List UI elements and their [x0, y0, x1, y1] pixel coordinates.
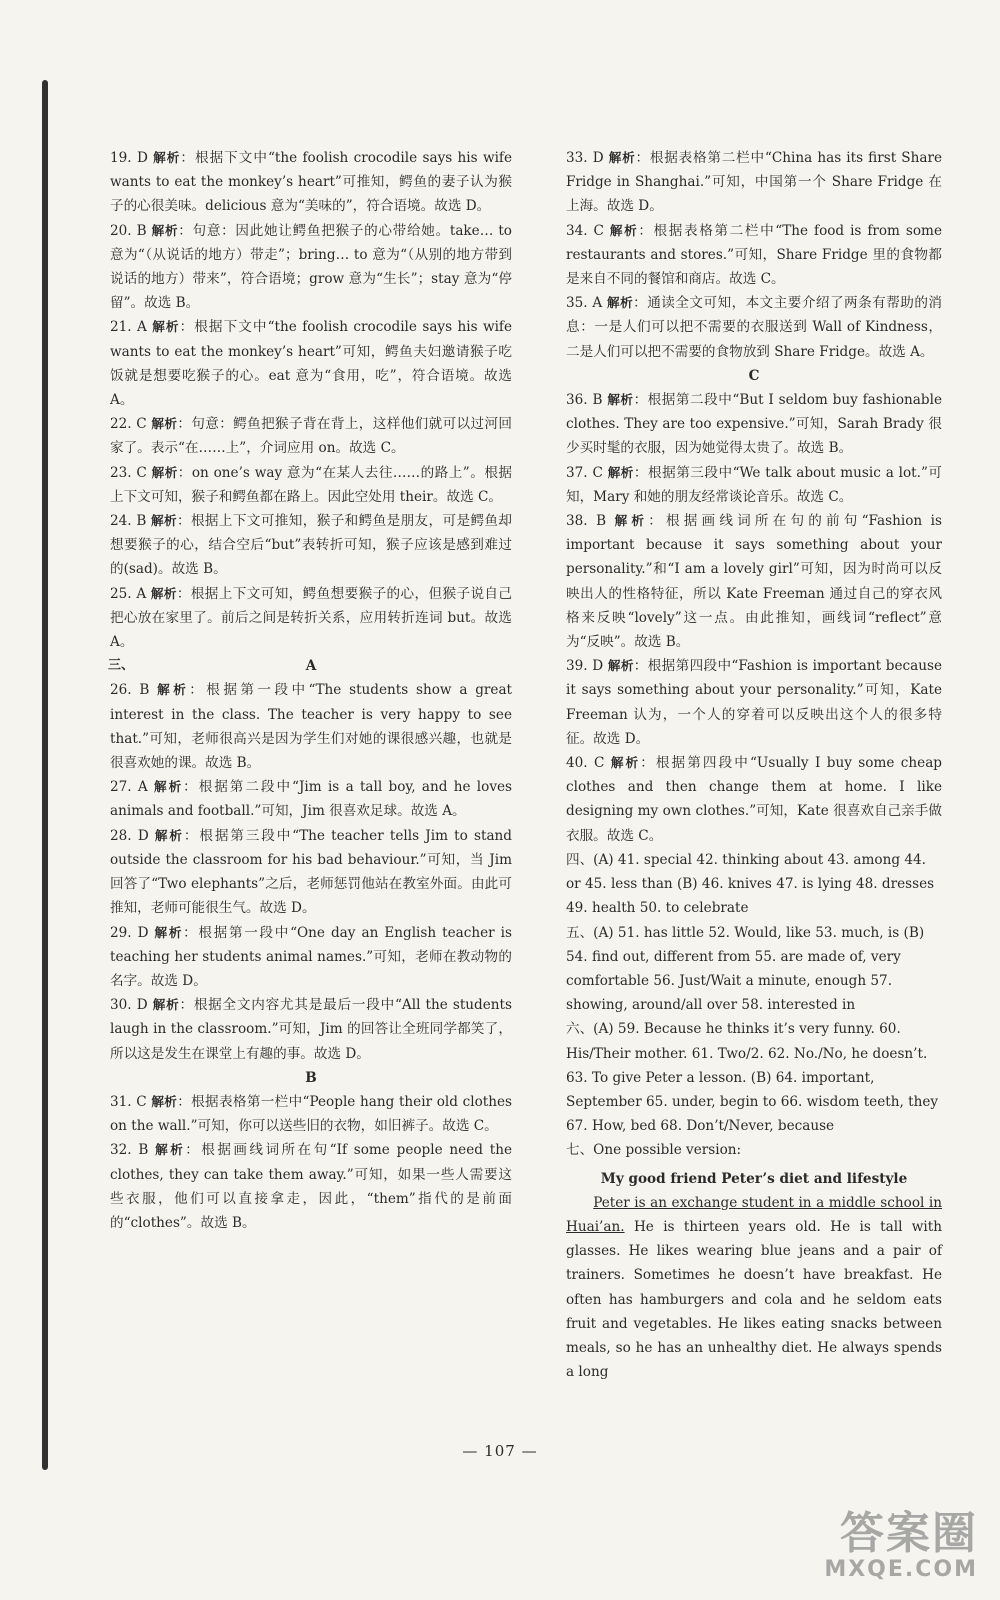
answer-item-32: 32. B 解析：根据画线词所在句“If some people need the clothes, they can take them away.”可知，如果一些人需要这些衣服，他们可以直接拿走，因此，“them”指代的是前面的“clothes”。故选 B。 [110, 1142, 512, 1231]
binding-edge [42, 80, 48, 1470]
essay-text: He is thirteen years old. He is tall with glasses. He likes wearing blue jeans and a pair of trainers. Sometimes he doesn’t have breakfast. He often has hamburgers and cola and he seldom eats fruit and vegetables. He likes eating snacks between meals, so he has an unhealthy diet. He always spends a long [566, 1218, 942, 1381]
section-3-number: 三、 [108, 658, 135, 674]
watermark-logo [824, 1508, 978, 1582]
answer-item-21: 21. A 解析：根据下文中“the foolish crocodile says his wife wants to eat the monkey’s heart”可知，鳄鱼夫妇邀请猴子吃饭就是想要吃猴子的心。eat 意为“食用，吃”，符合语境。故选 A。 [110, 319, 513, 409]
watermark-title: 答案圈 [840, 1508, 978, 1559]
essay-body [566, 1191, 942, 1385]
answer-item-40: 40. C 解析：根据第四段中“Usually I buy some cheap clothes and then change them at home. I like designing my own clothes.”可知，Kate 很喜欢自己亲手做衣服。故选 C。 [566, 755, 942, 844]
answer-item-25: 25. A 解析：根据上下文可知，鳄鱼想要猴子的心，但猴子说自己把心放在家里了。前后之间是转折关系，应用转折连词 but。故选 A。 [110, 585, 513, 651]
answer-item-34: 34. C 解析：根据表格第二栏中“The food is from some restaurants and stores.”可知，Share Fridge 里的食物都是来自不同的餐馆和商店。故选 C。 [566, 222, 942, 288]
answer-item-36: 36. B 解析：根据第二段中“But I seldom buy fashionable clothes. They are too expensive.”可知，Sarah Brady 很少买时髦的衣服，因为她觉得太贵了。故选 B。 [566, 392, 942, 457]
answer-item-20: 20. B 解析：句意：因此她让鳄鱼把猴子的心带给她。take… to 意为“（从说话的地方）带走”；bring… to 意为“（从别的地方带到说话的地方）带来”，符合语境；grow 意为“生长”；stay 意为“停留”。故选 B。 [110, 222, 512, 312]
answer-item-39: 39. D 解析：根据第四段中“Fashion is important because it says something about your personality.”可知，Kate Freeman 认为，一个人的穿着可以反映出这个人的很多特征。故选 D。 [566, 658, 943, 747]
section-3-part-b: B [305, 1069, 317, 1086]
section-3-header [110, 654, 512, 678]
essay-underlined-sentence: Peter is an exchange student in a middle school in Huai’an. [566, 1194, 942, 1235]
section-6-answers: 六、(A) 59. Because he thinks it’s very funny. 60. His/Their mother. 61. Two/2. 62. No./No, he doesn’t. 63. To give Peter a lesson. (B) 64. important, September 65. under, begin to 66. wisdom teeth, they 67. How, bed 68. Don’t/Never, because [566, 1021, 939, 1135]
right-column [566, 146, 942, 1384]
answer-item-30: 30. D 解析：根据全文内容尤其是最后一段中“All the students laugh in the classroom.”可知，Jim 的回答让全班同学都笑了，所以这是发生在课堂上有趣的事。故选 D。 [110, 997, 513, 1062]
answer-item-22: 22. C 解析：句意：鳄鱼把猴子背在背上，这样他们就可以过河回家了。表示“在……上”，介词应用 on。故选 C。 [110, 416, 513, 457]
answer-item-29: 29. D 解析：根据第一段中“One day an English teacher is teaching her students animal names.”可知，老师在教动物的名字。故选 D。 [110, 924, 513, 989]
answer-item-27: 27. A 解析：根据第二段中“Jim is a tall boy, and he loves animals and football.”可知，Jim 很喜欢足球。故选 A。 [110, 779, 513, 820]
answer-item-35: 35. A 解析：通读全文可知，本文主要介绍了两条有帮助的消息：一是人们可以把不需要的衣服送到 Wall of Kindness，二是人们可以把不需要的食物放到 Share Fridge。故选 A。 [566, 295, 943, 360]
essay-title: My good friend Peter’s diet and lifestyle [600, 1170, 908, 1187]
answer-item-38: 38. B 解析：根据画线词所在句的前句“Fashion is important because it says something about your personality.”和“I am a lovely girl”可知，因为时尚可以反映出人的性格特征，所以 Kate Freeman 通过自己的穿衣风格来反映“lovely”这一点。由此推知，画线词“reflect”意为“反映”。故选 B。 [566, 513, 942, 651]
answer-item-31: 31. C 解析：根据表格第一栏中“People hang their old clothes on the wall.”可知，你可以送些旧的衣物，如旧裤子。故选 C。 [110, 1093, 512, 1135]
answer-item-19: 19. D 解析：根据下文中“the foolish crocodile says his wife wants to eat the monkey’s heart”可推知，鳄鱼的妻子认为猴子的心很美味。delicious 意为“美味的”，符合语境。故选 D。 [110, 150, 513, 215]
section-3-part-a: A [305, 658, 317, 675]
section-3-part-c: C [748, 367, 760, 384]
watermark-url: MXQE.COM [824, 1557, 978, 1582]
section-5-answers: 五、(A) 51. has little 52. Would, like 53. much, is (B) 54. find out, different from 55. are made of, very comfortable 56. Just/Wait a minute, enough 57. showing, around/all over 58. interested in [566, 924, 925, 1014]
answer-item-33: 33. D 解析：根据表格第二栏中“China has its first Share Fridge in Shanghai.”可知，中国第一个 Share Fridge 在上海。故选 D。 [566, 150, 942, 215]
answer-item-37: 37. C 解析：根据第三段中“We talk about music a lot.”可知，Mary 和她的朋友经常谈论音乐。故选 C。 [566, 464, 942, 505]
left-column [110, 146, 512, 1235]
answer-item-23: 23. C 解析：on one’s way 意为“在某人去往……的路上”。根据上下文可知，猴子和鳄鱼都在路上。因此空处用 their。故选 C。 [110, 464, 512, 505]
answer-item-28: 28. D 解析：根据第三段中“The teacher tells Jim to stand outside the classroom for his bad behaviour.”可知，当 Jim 回答了“Two elephants”之后，老师惩罚他站在教室外面。由此可推知，老师可能很生气。故选 D。 [110, 827, 512, 917]
answer-item-26: 26. B 解析：根据第一段中“The students show a great interest in the class. The teacher is very happy to see that.”可知，老师很高兴是因为学生们对她的课很感兴趣，也就是很喜欢她的课。故选 B。 [110, 682, 513, 772]
page-number: — 107 — [462, 1442, 538, 1460]
answer-item-24: 24. B 解析：根据上下文可推知，猴子和鳄鱼是朋友，可是鳄鱼却想要猴子的心，结合空后“but”表转折可知，猴子应该是感到难过的(sad)。故选 B。 [110, 513, 512, 578]
section-7-label: 七、One possible version: [566, 1142, 742, 1159]
section-4-answers: 四、(A) 41. special 42. thinking about 43. among 44. or 45. less than (B) 46. knives 47. is lying 48. dresses 49. health 50. to celebrate [566, 851, 935, 917]
